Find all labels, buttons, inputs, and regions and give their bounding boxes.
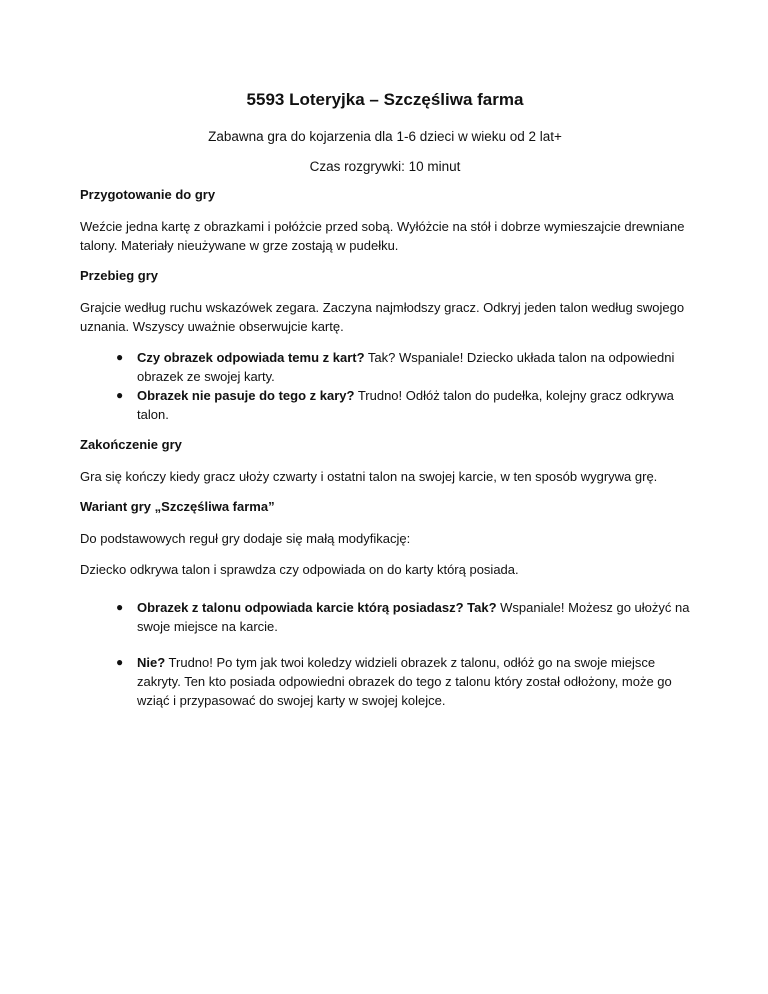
list-item xyxy=(80,348,690,386)
section-variant xyxy=(80,498,690,710)
list-item-text: Trudno! Po tym jak twoi koledzy widzieli obrazek z talonu, odłóż go na swoje miejsce zakryty. Ten kto posiada odpowiedni obrazek do tego z talonu który został odłożony, może go wziąć i przypasować do swojej karty w swojej kolejce. xyxy=(137,655,672,708)
paragraph: Do podstawowych reguł gry dodaje się małą modyfikację: xyxy=(80,531,411,546)
list-item-text: Trudno! Odłóż talon do pudełka, kolejny gracz odkrywa talon. xyxy=(137,388,674,422)
section-heading: Wariant gry „Szczęśliwa farma” xyxy=(80,499,275,514)
section-gameplay xyxy=(80,267,690,424)
section-heading: Przebieg gry xyxy=(80,268,159,283)
section-ending xyxy=(80,436,690,486)
bullet-icon: ● xyxy=(116,388,124,402)
page-subtitle: Zabawna gra do kojarzenia dla 1-6 dzieci w wieku od 2 lat+ xyxy=(208,129,562,144)
game-duration: Czas rozgrywki: 10 minut xyxy=(309,159,461,174)
document-page xyxy=(80,0,690,994)
paragraph: Grajcie według ruchu wskazówek zegara. Zaczyna najmłodszy gracz. Odkryj jeden talon według swojego uznania. Wszyscy uważnie obserwujcie kartę. xyxy=(80,300,685,334)
bullet-icon: ● xyxy=(116,350,124,364)
list-item-text: Wspaniale! Możesz go ułożyć na swoje miejsce na karcie. xyxy=(137,600,690,634)
list-item xyxy=(80,386,690,424)
list-item xyxy=(80,598,690,636)
list-item-bold: Obrazek z talonu odpowiada karcie którą posiadasz? Tak? xyxy=(137,600,497,615)
page-title: 5593 Loteryjka – Szczęśliwa farma xyxy=(246,90,524,109)
paragraph: Dziecko odkrywa talon i sprawdza czy odpowiada on do karty którą posiada. xyxy=(80,562,519,577)
document-body xyxy=(80,186,690,727)
list-item-bold: Czy obrazek odpowiada temu z kart? xyxy=(137,350,365,365)
list-item-bold: Obrazek nie pasuje do tego z kary? xyxy=(137,388,355,403)
list-item-text: Tak? Wspaniale! Dziecko układa talon na odpowiedni obrazek ze swojej karty. xyxy=(137,350,675,384)
bullet-list xyxy=(80,348,690,424)
bullet-icon: ● xyxy=(116,655,124,669)
list-item xyxy=(80,653,690,710)
bullet-icon: ● xyxy=(116,600,124,614)
paragraph: Weźcie jedna kartę z obrazkami i połóżcie przed sobą. Wyłóżcie na stół i dobrze wymieszajcie drewniane talony. Materiały nieużywane w grze zostają w pudełku. xyxy=(80,219,685,253)
bullet-list xyxy=(80,598,690,710)
section-heading: Zakończenie gry xyxy=(80,437,182,452)
paragraph: Gra się kończy kiedy gracz ułoży czwarty i ostatni talon na swojej karcie, w ten sposób wygrywa grę. xyxy=(80,469,658,484)
list-item-bold: Nie? xyxy=(137,655,166,670)
section-heading: Przygotowanie do gry xyxy=(80,187,216,202)
section-preparation xyxy=(80,186,690,255)
